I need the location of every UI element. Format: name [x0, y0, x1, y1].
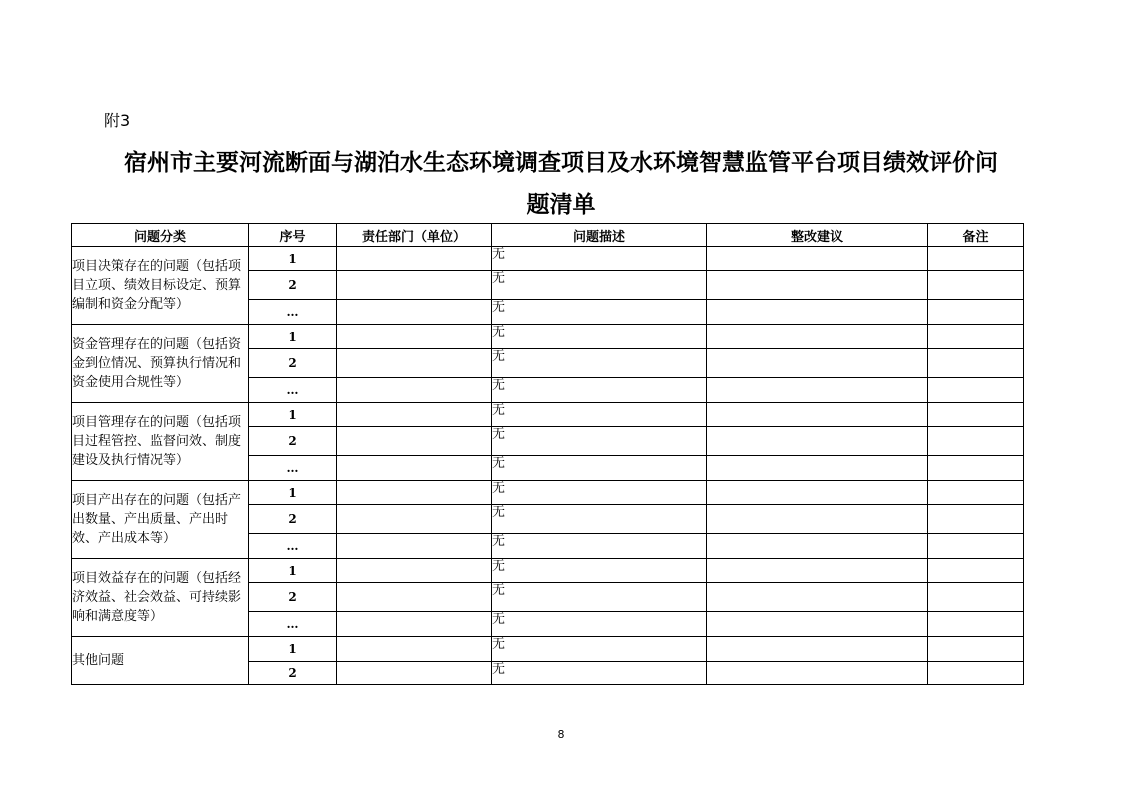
header-suggestion: 整改建议 — [707, 224, 928, 247]
header-department: 责任部门（单位） — [337, 224, 492, 247]
seq-cell: 2 — [249, 662, 337, 685]
department-cell — [337, 662, 492, 685]
suggestion-cell — [707, 247, 928, 271]
seq-cell: 1 — [249, 403, 337, 427]
category-cell: 其他问题 — [72, 637, 249, 685]
remarks-cell — [928, 559, 1024, 583]
department-cell — [337, 403, 492, 427]
seq-cell: 2 — [249, 427, 337, 456]
description-cell: 无 — [492, 456, 707, 481]
description-cell: 无 — [492, 662, 707, 685]
seq-cell: … — [249, 534, 337, 559]
page-title-line-2: 题清单 — [526, 192, 596, 218]
description-cell: 无 — [492, 427, 707, 456]
page-number: 8 — [557, 728, 565, 741]
remarks-cell — [928, 505, 1024, 534]
description-cell: 无 — [492, 505, 707, 534]
suggestion-cell — [707, 325, 928, 349]
seq-cell: 2 — [249, 271, 337, 300]
department-cell — [337, 505, 492, 534]
description-cell: 无 — [492, 300, 707, 325]
description-cell: 无 — [492, 583, 707, 612]
description-cell: 无 — [492, 534, 707, 559]
remarks-cell — [928, 247, 1024, 271]
department-cell — [337, 583, 492, 612]
category-cell: 资金管理存在的问题（包括资金到位情况、预算执行情况和资金使用合规性等） — [72, 325, 249, 403]
department-cell — [337, 325, 492, 349]
table-row — [72, 325, 1024, 349]
suggestion-cell — [707, 300, 928, 325]
remarks-cell — [928, 378, 1024, 403]
remarks-cell — [928, 349, 1024, 378]
header-description: 问题描述 — [492, 224, 707, 247]
category-cell: 项目决策存在的问题（包括项目立项、绩效目标设定、预算编制和资金分配等） — [72, 247, 249, 325]
department-cell — [337, 534, 492, 559]
page-title-line-1: 宿州市主要河流断面与湖泊水生态环境调查项目及水环境智慧监管平台项目绩效评价问 — [124, 150, 998, 176]
suggestion-cell — [707, 403, 928, 427]
seq-cell: … — [249, 378, 337, 403]
suggestion-cell — [707, 559, 928, 583]
table-row — [72, 247, 1024, 271]
description-cell: 无 — [492, 481, 707, 505]
suggestion-cell — [707, 427, 928, 456]
suggestion-cell — [707, 349, 928, 378]
suggestion-cell — [707, 534, 928, 559]
suggestion-cell — [707, 271, 928, 300]
suggestion-cell — [707, 378, 928, 403]
remarks-cell — [928, 300, 1024, 325]
seq-cell: 1 — [249, 325, 337, 349]
remarks-cell — [928, 325, 1024, 349]
suggestion-cell — [707, 583, 928, 612]
suggestion-cell — [707, 456, 928, 481]
description-cell: 无 — [492, 559, 707, 583]
suggestion-cell — [707, 505, 928, 534]
seq-cell: … — [249, 612, 337, 637]
suggestion-cell — [707, 612, 928, 637]
remarks-cell — [928, 534, 1024, 559]
description-cell: 无 — [492, 637, 707, 662]
department-cell — [337, 481, 492, 505]
category-cell: 项目产出存在的问题（包括产出数量、产出质量、产出时效、产出成本等） — [72, 481, 249, 559]
suggestion-cell — [707, 481, 928, 505]
remarks-cell — [928, 637, 1024, 662]
remarks-cell — [928, 271, 1024, 300]
department-cell — [337, 612, 492, 637]
remarks-cell — [928, 583, 1024, 612]
table-row — [72, 559, 1024, 583]
remarks-cell — [928, 481, 1024, 505]
table-row — [72, 403, 1024, 427]
seq-cell: 2 — [249, 505, 337, 534]
suggestion-cell — [707, 662, 928, 685]
seq-cell: 1 — [249, 559, 337, 583]
department-cell — [337, 300, 492, 325]
header-remarks: 备注 — [928, 224, 1024, 247]
seq-cell: 1 — [249, 247, 337, 271]
suggestion-cell — [707, 637, 928, 662]
department-cell — [337, 349, 492, 378]
department-cell — [337, 378, 492, 403]
description-cell: 无 — [492, 378, 707, 403]
department-cell — [337, 559, 492, 583]
description-cell: 无 — [492, 349, 707, 378]
department-cell — [337, 247, 492, 271]
header-seq: 序号 — [249, 224, 337, 247]
table-header-row — [72, 224, 1024, 247]
description-cell: 无 — [492, 403, 707, 427]
seq-cell: 1 — [249, 637, 337, 662]
category-cell: 项目管理存在的问题（包括项目过程管控、监督问效、制度建设及执行情况等） — [72, 403, 249, 481]
description-cell: 无 — [492, 325, 707, 349]
seq-cell: 2 — [249, 349, 337, 378]
table-row — [72, 481, 1024, 505]
department-cell — [337, 271, 492, 300]
description-cell: 无 — [492, 271, 707, 300]
remarks-cell — [928, 456, 1024, 481]
remarks-cell — [928, 612, 1024, 637]
category-cell: 项目效益存在的问题（包括经济效益、社会效益、可持续影响和满意度等） — [72, 559, 249, 637]
remarks-cell — [928, 427, 1024, 456]
issue-list-table — [71, 223, 1024, 685]
description-cell: 无 — [492, 247, 707, 271]
department-cell — [337, 637, 492, 662]
remarks-cell — [928, 403, 1024, 427]
seq-cell: … — [249, 456, 337, 481]
seq-cell: 2 — [249, 583, 337, 612]
table-row — [72, 637, 1024, 662]
remarks-cell — [928, 662, 1024, 685]
header-category: 问题分类 — [72, 224, 249, 247]
seq-cell: … — [249, 300, 337, 325]
department-cell — [337, 456, 492, 481]
description-cell: 无 — [492, 612, 707, 637]
seq-cell: 1 — [249, 481, 337, 505]
department-cell — [337, 427, 492, 456]
attachment-label: 附3 — [104, 111, 131, 130]
